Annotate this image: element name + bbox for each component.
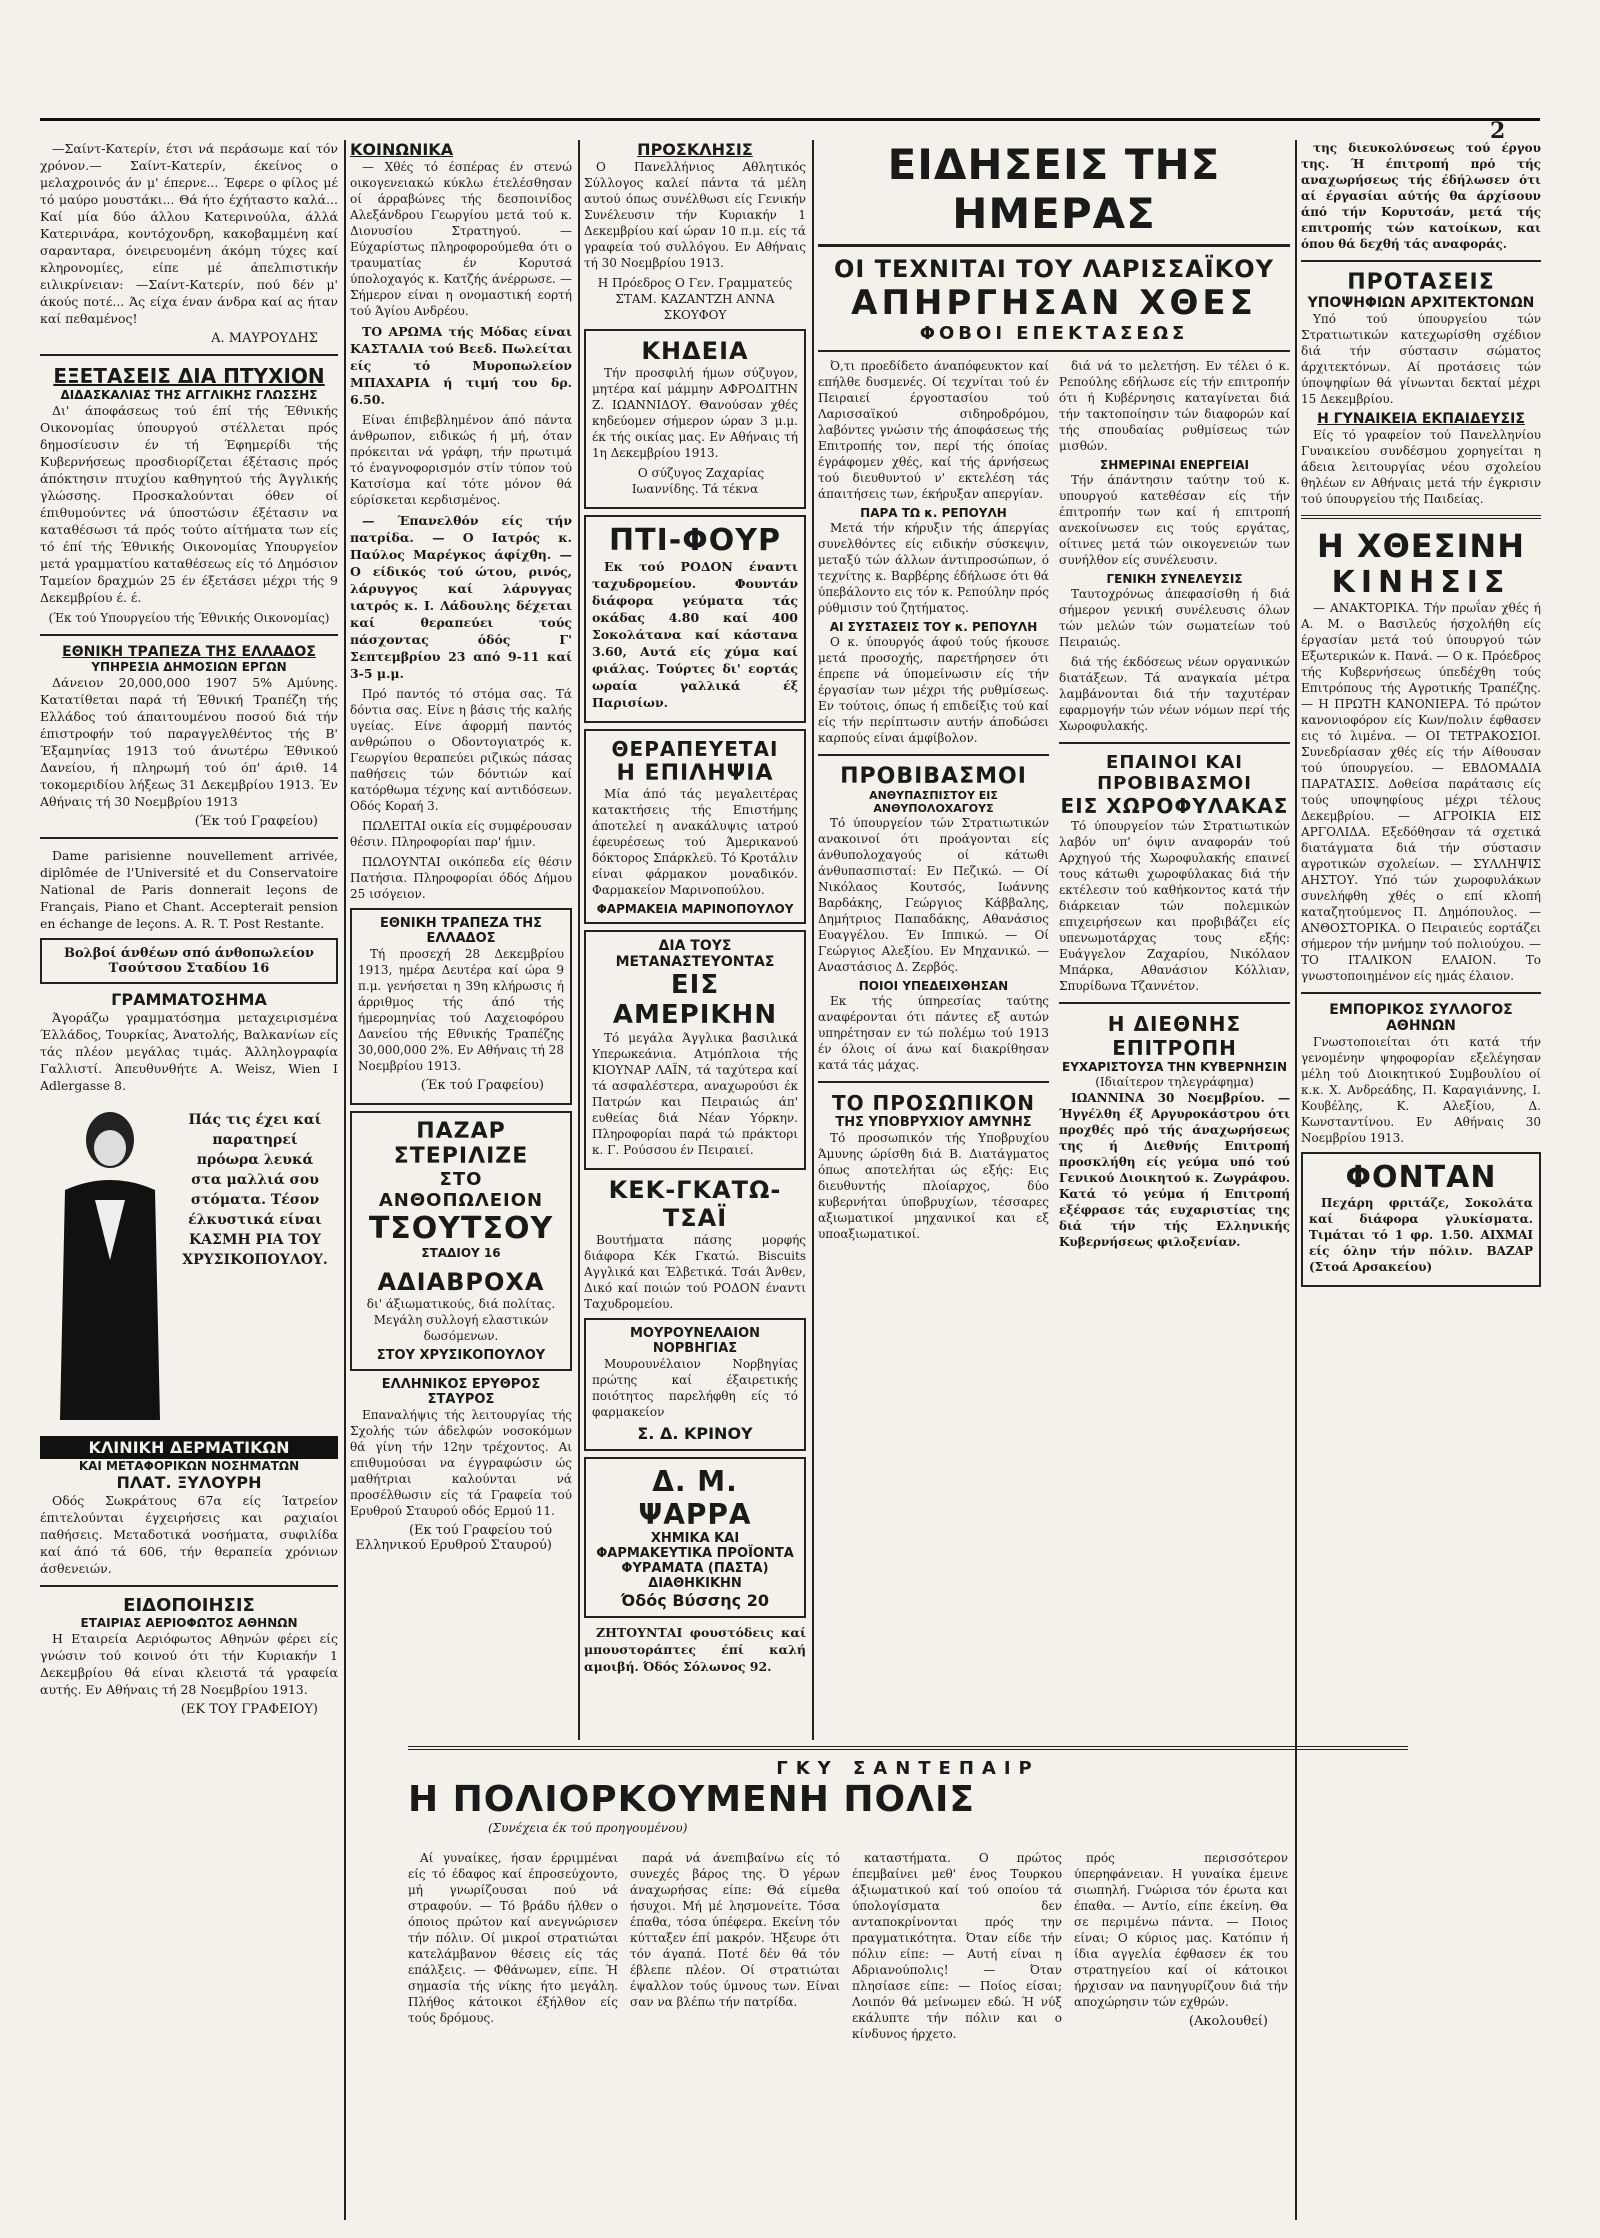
movement-heading: Η ΧΘΕΣΙΝΗ [1317,527,1525,565]
exam-source: (Έκ τού Υπουργείου τής Έθνικής Οικονομίας) [48,611,330,625]
store-name: ΣΤΟΥ ΧΡΥΣΙΚΟΠΟΥΛΟΥ [376,1348,546,1363]
promotions-heading: ΠΡΟΒΙΒΑΣΜΟΙ [840,764,1027,789]
divider [1059,742,1290,744]
serial-column-1 [408,1850,618,2210]
bazaar-line: ΣΤΟ ΑΝΘΟΠΩΛΕΙΟΝ [378,1169,544,1211]
pharmacy-name: ΦΑΡΜΑΚΕΙΑ ΜΑΡΙΝΟΠΟΥΛΟΥ [596,902,794,916]
text-d: Ταυτοχρόνως άπεφασίσθη ή διά σήμερον γενική συνέλευσις όλων τών μελών τών σωματείων τού Πειραιώς. [1059,587,1290,649]
social-heading: ΚΟΙΝΩΝΙΚΑ [350,140,454,159]
divider [1301,992,1541,994]
cake-text: Βουτήματα πάσης μορφής διάφορα Κέκ Γκατώ. Biscuits Αγγλικά και Έλβετικά. Τσάι Άνθεν, Δικό καί ποιών τού ΡΟΔΟΝ έναντι Ταχυδρομείου. [584,1233,806,1311]
funeral-heading: ΚΗΔΕΙΑ [641,337,749,365]
raincoats-text: δι' άξιωματικούς, διά πολίτας. Μεγάλη συλλογή ελαστικών δωσόμενων. [366,1297,556,1343]
gendarmes-subheading: ΕΙΣ ΧΩΡΟΦΥΛΑΚΑΣ [1060,794,1289,818]
movement-subheading: ΚΙΝΗΣΙΣ [1331,565,1511,600]
exam-text: Δι' άποφάσεως τού έπί τής Έθνικής Οικονομίας ύπουργού στέλλεται πρός δημοσίευσιν έν τή Έφημερίδι τής Κυβερνήσεως προσδιορίζεται έξέτασις πρός άπόκτησιν πτυχίου καθηγητού τής Άγγλικής γλώσσης. Προσκαλούνται όθεν οί έπιθυμούντες νά ύποστώσιν έξέτασιν να καταθέσωσι τά πρός τούτο αίτήματα των είς τό έπί τής Έθνικής Οικονομίας Υπουργείον μετά γραμματίου καταθέσεως είς τό Δημόσιον Ταμείον δραχμών 25 έν έξετάσει μέχρι τής 9 Δεκεμβρίου έ. έ. [40,403,338,605]
plots-ad: ΠΩΛΟΥΝΤΑΙ οικόπεδα είς θέσιν Πατήσια. Πληροφορίαι όδός Δήμου 25 ισόγειον. [350,855,572,901]
text-c: Τήν άπάντησιν ταύτην τού κ. υπουργού κατεθέσαν είς τήν έπιτροπήν των καί ή επιτροπή ανεκοίνωσεν εις τούς εργάτας, οίτινες μετά τών οικογενειών των συνήλθον είς συνέλευσιν. [1059,473,1290,567]
divider [818,1081,1049,1083]
commission-continued: της διευκολύνσεως τού έργου της. Ή έπιτροπή πρό τής αναχωρήσεως τής έδήλωσεν ότι αί έργασίαι αύτής θα άρχίσουν άπό τήν Κορυτσάν, μετά τής επιτροπής τών κατοίκων, και όπου θά δεχθή τάς αναφοράς. [1301,141,1541,251]
serial-text-b: παρά νά άνεπιβαίνω είς τό συνεχές βάρος της. Ό γέρων άναχωρήσας είπε: Θά είμεθα ήσυχοι. Μή μέ λησμονείτε. Τόσα έπαθα, τόσα ύπέφερα. Εκείνη τόν κύτταξεν έπί μακρόν. Ήξευρε ότι τόν άγαπά. Ποτέ δέν θά τόν έβλεπε πλέον. Οί στρατιώται έψαλλον τούς ύμνους των. Είναι σαν να βλέπω τήν πατρίδα. [630,1851,840,2009]
bank-source: (Έκ τού Γραφείου) [194,814,318,829]
petit-four-text: Εκ τού ΡΟΔΟΝ έναντι ταχυδρομείου. Φουντάν διάφορα γεύματα τάς οκάδας 4.80 καί 400 Σοκολάτανα καί κάστανα 3.60, Αυτά είς χύμα καί φιάλας. Τούρτες δι' εορτάς ωραία γαλλικά έξ Παρισίων. [592,559,798,710]
column-rule [812,140,814,1740]
bank-text: Δάνειον 20,000,000 1907 5% Αμύνης. Κατατίθεται παρά τή Έθνική Τραπέζη τής Ελλάδος τού άπαιτουμένου ποσού διά τήν έπιστροφήν τού παραγγελθέντος τής Β' Έξαμηνίας 1913 τού άνωτέρω Έθνικού Δανείου, ή πληρωμή τού όπ' άριθ. 14 τοκομεριδίου λήξεως 31 Δεκεμβρίου 1913. Έν Αθήναις τή 30 Νοεμβρίου 1913 [40,675,338,809]
divider [408,1746,1408,1750]
red-cross-text: Επαναλήψις τής λειτουργίας τής Σχολής τών άδελφών νοσοκόμων θά γίνη τήν 12ην τρέχοντος. Αι επιθυμούσαι να έγγραφώσιν ώς μαθήτριαι καλούνται νά προσέλθωσιν είς τά Γραφεία τού Ερυθρού Σταυρού οδός Ερμού 11. [350,1408,572,1518]
clinic-text: Οδός Σωκράτους 67α είς Ίατρείον έπιτελούνται έγχειρήσεις και ραχιαίοι παθήσεις. Μεταδοτικά νοσήματα, συφιλίδα καί άπό τά 606, τήν θεραπεία χρόνιων άσθενειών. [40,1493,338,1576]
red-cross-source: (Εκ τού Γραφείου τού Ελληνικού Ερυθρού Σταυρού) [355,1523,552,1553]
perfume-text: Είναι έπιβεβλημένον άπό πάντα άνθρωπον, ειδικώς ή μή, όταν πρόκειται νά γράφη, τήν πρωτιμά τό έναγνοφορισμόν στίν τύπον τού Κατσίσμα καί τότε μόνον θά εύρίσκεται κερδισμένος. [350,413,572,507]
divider [40,837,338,839]
serial-text-d: πρός περισσότερον ύπερηφάνειαν. Η γυναίκα έμεινε σιωπηλή. Γνώρισα τόν έρωτα και έπαθα. — Αντίο, είπε έκείνη. Θα σε περιμένω πάντα. — Ποιος είναι; Ο κύριος μας. Κατόπιν ή ίδια αγγελία έφθασεν έκ του στρατηγείου καί οί κάτοικοι ήρχισαν να πανηγυρίζουν διά τήν αποχώρησιν τών εχθρών. [1074,1851,1288,2009]
petit-four-ad [584,515,806,723]
bazaar-ad [350,1111,572,1371]
raincoats-title: ΑΔΙΑΒΡΟΧΑ [377,1268,545,1296]
divider [1301,260,1541,262]
serial-text-c: καταστήματα. Ο πρώτος έπεμβαίνει μεθ' ένος Τουρκου άξιωματικού καί τού οποίου τά ύπολογίσματα δεν ανταποκρίνονται πρός την πραγματικότητα. Όταν είδε τήν πόλιν είπε: — Αυτή είναι η Αδριανούπολις! — Όταν πλησίασε είπε: — Ποίος είσαι; Λοιπόν θά μείνωμεν εδώ. Ή νύξ εκάλυπτε τήν πόλιν και ο κίνδυνος ήρχετο. [852,1851,1062,2041]
bazaar-address: ΣΤΑΔΙΟΥ 16 [421,1246,501,1260]
wanted-ad: ΖΗΤΟΥΝΤΑΙ φουστόδεις καί μπουστοράπτες έπί καλή αμοιβή. Όδός Σόλωνος 92. [584,1625,806,1674]
emigrants-ad [584,930,806,1170]
news-columns [818,358,1290,1254]
bulbs-ad: Βολβοί άνθέων σπό άνθοπωλείον Τσούτσου Σταδίου 16 [40,938,338,984]
invitation-heading: ΠΡΟΣΚΛΗΣΙΣ [637,140,753,159]
column-rule [344,140,346,2220]
headline-1: ΟΙ ΤΕΧΝΙΤΑΙ ΤΟΥ ΛΑΡΙΣΣΑΪΚΟΥ [833,255,1275,283]
personnel-text: Τό προσωπικόν τής Υποβρυχίου Άμυνης ώρίσθη διά Β. Διατάγματος όπως αποτελήται ώς εξής: Εις διευθυντής πλοίαρχος, δύο κυβερνήται ύποβρυχίων, τέσσαρες αξιωματικοί μηχανικοί και εξ υποαξιωματικοί. [818,1131,1049,1241]
commission-text: ΙΩΑΝΝΙΝΑ 30 Νοεμβρίου. — Ήγγέλθη έξ Αργυροκάστρου ότι προχθές πρό τής άναχωρήσεως της ή Διεθνής Επιτροπή προσκλήθη είς γεύμα υπό τού Γενικού Διοικητού κ. Ζωγράφου. Κατά τό γεύμα ή Επιτροπή εξέφρασε τάς ευχαριστίας της διά τήν τής Ελληνικής Κυβερνήσεως φιλοξενίαν. [1059,1091,1290,1249]
invitation-signature: Η Πρόεδρος Ο Γεν. Γραμματεύς ΣΤΑΜ. ΚΑΖΑΝΤΖΗ ΑΝΝΑ ΣΚΟΥΦΟΥ [597,276,793,322]
headline-3: ΦΟΒΟΙ ΕΠΕΚΤΑΣΕΩΣ [818,323,1290,352]
page-top-rule [40,118,1540,121]
red-cross-heading: ΕΛΛΗΝΙΚΟΣ ΕΡΥΘΡΟΣ ΣΤΑΥΡΟΣ [381,1377,541,1407]
movement-text: — ΑΝΑΚΤΟΡΙΚΑ. Τήν πρωΐαν χθές ή Α. Μ. ο Βασιλεύς ήσχολήθη είς έργασίαν μετά τού ύπουργού τών Εξωτερικών κ. Πανά. — Ο κ. Πρόεδρος τής Κυβερνήσεως ύπεδέχθη τούς Επιτρόπους τής Αγροτικής Τραπέζης. — Η ΠΡΩΤΗ ΚΑΝΟΝΙΕΡΑ. Τό πρώτον κανονιοφόρον είς Κων/πολιν έφθασεν εις τό λιμένα. — ΟΙ ΤΕΤΡΑΚΟΣΙΟΙ. Συνεδρίασαν χθές είς τήν Αίθουσαν τού ύπουργείου. — ΕΒΔΟΜΑΔΙΑ ΠΑΡΑΤΑΣΙΣ. Δοθείσα παράτασις είς τούς υποψηφίους μέχρι τέλους Δεκεμβρίου. — ΑΓΡΟΙΚΙΑ ΕΙΣ ΑΡΓΟΛΙΔΑ. Εξεδόθησαν τά σχετικά διατάγματα διά τήν σύστασιν αγροτικών σχολείων. — ΣΥΛΛΗΨΙΣ ΑΗΣΤΟΥ. Υπό τών χωροφυλάκων συνελήφθη χθές ο επί κλοπή καταζητούμενος Π. Δημόπουλος. — ΑΝΘΟΣΤΟΡΙΚΑ. Ο Πειραιεύς εορτάζει σήμερον τήν μνήμην τού πολιούχου. — ΤΟ ΙΤΑΛΙΚΟΝ ΕΛΑΙΟΝ. Το γνωστοποιημένον είς ημάς έλαιον. [1301,601,1541,983]
cod-liver-name: Σ. Δ. ΚΡΙΝΟΥ [637,1424,753,1443]
cod-liver-ad [584,1318,806,1451]
news-right-column [1059,358,1290,1254]
subhead-c: ΣΗΜΕΡΙΝΑΙ ΕΝΕΡΓΕΙΑΙ [1100,458,1249,472]
architects-subheading: ΥΠΟΨΗΦΙΩΝ ΑΡΧΙΤΕΚΤΟΝΩΝ [1307,295,1535,311]
bazaar-name: ΤΣΟΥΤΣΟΥ [368,1211,554,1246]
emigrants-text: Τό μεγάλα Άγγλικα βασιλικά Υπερωκεάνια. Ατμόπλοια τής ΚΙΟΥΝΑΡ ΛΑΪΝ, τά ταχύτερα καί τά ασφαλέστερα, αναχωρούσι έκ Πατρών και Πειραιώς άπ' ευθείας διά Νέαν Υόρκην. Πληροφορίαι παρά τώ πράκτορι κ. Γ. Ρούσσου έν Πειραιεί. [592,1031,798,1157]
psarra-ad [584,1457,806,1618]
subhead-a: ΠΑΡΑ ΤΩ κ. ΡΕΠΟΥΛΗ [860,506,1007,520]
funeral-notice [584,329,806,509]
lottery-source: (Έκ τού Γραφείου) [420,1078,544,1093]
serial-text-a: Αί γυναίκες, ήσαν έρριμμέναι είς τό έδαφος καί έπροσεύχοντο, μή γνωρίζουσαι πού νά στραφούν. — Τό βράδυ ήλθεν ο όποιος πρώτον καί ανεγνώρισεν τήν πόλιν. Οί μικροί στρατιώται κατελάμβανον θέσεις είς τάς επάλξεις. — Φθάνωμεν, είπε. Ή σημασία τής νίκης ήτο μεγάλη. Πλήθος κάτοικοι έξήλθον είς τούς δρόμους. [408,1851,618,2025]
women-heading: Η ΓΥΝΑΙΚΕΙΑ ΕΚΠΑΙΔΕΥΣΙΣ [1317,411,1525,427]
personnel-subheading: ΤΗΣ ΥΠΟΒΡΥΧΙΟΥ ΑΜΥΝΗΣ [835,1115,1032,1130]
gendarmes-heading: ΕΠΑΙΝΟΙ ΚΑΙ ΠΡΟΒΙΒΑΣΜΟΙ [1097,752,1252,794]
stamps-heading: ΓΡΑΜΜΑΤΟΣΗΜΑ [111,990,267,1009]
psarra-heading: Δ. Μ. ΨΑΡΡΑ [638,1465,752,1531]
clinic-doctor: ΠΛΑΤ. ΞΥΛΟΥΡΗ [116,1473,262,1492]
clinic-subheading: ΚΑΙ ΜΕΤΑΦΟΡΙΚΩΝ ΝΟΣΗΜΑΤΩΝ [78,1459,300,1473]
house-ad: ΠΩΛΕΙΤΑΙ οικία είς συμφέρουσαν θέσιν. Πληροφορίαι παρ' ήμιν. [350,819,572,849]
lottery-text: Τή προσεχή 28 Δεκεμβρίου 1913, ημέρα Δευτέρα καί ώρα 9 π.μ. γενήσεται η 39η κλήρωσις ή άρριθμος τής άπό τής ήμερομηνίας τού Λαχειοφόρου Δανείου τής Εθνικής Τραπέζης 30,000,000 2%. Εν Αθήναις τή 28 Νοεμβρίου 1913. [358,947,564,1073]
author-signature: Α. ΜΑΥΡΟΥΔΗΣ [211,331,318,346]
serial-header [408,1738,1408,1836]
cod-liver-heading: ΜΟΥΡΟΥΝΕΛΑΙΟΝ ΝΟΡΒΗΓΙΑΣ [629,1326,761,1356]
column-3 [584,140,806,1720]
fondant-ad [1301,1152,1541,1287]
epilepsy-heading: ΘΕΡΑΠΕΥΕΤΑΙ [611,737,779,761]
serial-column-3 [852,1850,1062,2210]
psarra-subheading-2: ΦΥΡΑΜΑΤΑ (ΠΑΣΤΑ) ΔΙΑΘΗΚΙΚΗΝ [621,1561,769,1591]
cosmetics-ad [40,1100,338,1430]
column-rule [578,140,580,1740]
lottery-heading: ΕΘΝΙΚΗ ΤΡΑΠΕΖΑ ΤΗΣ ΕΛΛΑΔΟΣ [380,916,542,946]
petit-four-heading: ΠΤΙ-ΦΟΥΡ [609,523,781,558]
serial-kicker: ΓΚΥ ΣΑΝΤΕΠΑΙΡ [776,1758,1040,1779]
stamps-text: Άγοράζω γραμματόσημα μεταχειρισμένα Έλλάδος, Τουρκίας, Άνατολής, Βαλκανίων είς τάς πλέον μεγάλας τιμάς. Άλληλογραφία Γαλλιστί. Άπευθυνθήτε A. Weisz, Wien I Adlergasse 8. [40,1010,338,1093]
bank-subheading: ΥΠΗΡΕΣΙΑ ΔΗΜΟΣΙΩΝ ΕΡΓΩΝ [91,660,287,674]
emigrants-heading: ΔΙΑ ΤΟΥΣ ΜΕΤΑΝΑΣΤΕΥΟΝΤΑΣ [615,938,775,970]
women-text: Είς τό γραφείον τού Πανελληνίου Γυναικείου συνδέσμου χορηγείται η άδεια λειτουργίας νέου σχολείου θηλέων εν Αθήναις μετά τήν έγκρισιν τού ύπουργείου τής Παιδείας. [1301,428,1541,506]
psarra-address: Όδός Βύσσης 20 [621,1591,769,1610]
emigrants-subheading: ΕΙΣ ΑΜΕΡΙΚΗΝ [612,970,778,1030]
exam-subheading: ΔΙΔΑΣΚΑΛΙΑΣ ΤΗΣ ΑΓΓΛΙΚΗΣ ΓΛΩΣΣΗΣ [60,388,318,402]
promotions-subheading: ΑΝΘΥΠΑΣΠΙΣΤΟΥ ΕΙΣ ΑΝΘΥΠΟΛΟΧΑΓΟΥΣ [869,789,998,815]
commission-heading: Η ΔΙΕΘΝΗΣ ΕΠΙΤΡΟΠΗ [1107,1012,1242,1060]
lead-a: Ό,τι προεδίδετο άναπόφευκτον καί επήλθε δυσμενές. Οί τεχνίται τού έν Πειραιεί έργοστασίου τού Λαρισσαϊκού σιδηροδρόμου, λαβόντες γνώσιν τής άποφάσεως τής Επιτροπής τον, περί τής όποίας έγράφομεν χθές, καί τής άρνήσεως τού διευθυντού ν' εκτελέση τάς άπαιτήσεις των, έκήρυξαν απεργίαν. [818,359,1049,501]
lottery-notice [350,908,572,1105]
divider [818,754,1049,756]
serial-sign: (Ακολουθεί) [1188,2014,1268,2029]
doctor-notes: — Έπανελθόν είς τήν πατρίδα. — Ο Ιατρός κ. Παύλος Μαρέγκος άφίχθη. — Ο είδικός τού ώτου, ρινός, λάρυγγος καί λάρυγγας ιατρός κ. Ι. Λάδουλης δέχεται καί θεραπεύει τούς πάσχοντας όδός Γ' Σεπτεμβρίου 23 από 9-11 καί 3-5 μ.μ. [350,513,572,681]
cosmetics-text: Πάς τις έχει καί παρατηρεί πρόωρα λευκά στα μαλλιά σου στόματα. Τέσον έλκυστικά είναι ΚΑΣΜΗ ΡΙΑ ΤΟΥ ΧΡΥΣΙΚΟΠΟΥΛΟΥ. [182,1112,328,1268]
subhead-b: ΑΙ ΣΥΣΤΑΣΕΙΣ ΤΟΥ κ. ΡΕΠΟΥΛΗ [829,620,1038,634]
text-b: Ο κ. ύπουργός άφού τούς ήκουσε μετά προσοχής, παρετήρησεν ότι έπρεπε νά ύπομείνωσιν είς τήν έργασίαν των μέχρι τής ρυθμίσεως. Εν τούτοις, όπως ή επιδείξις τού καί είς τήν περίπτωσιν αυτήν άποδώσει καρπούς είναι άμφίβολον. [818,635,1049,745]
funeral-signature: Ο σύζυγος Ζαχαρίας Ιωαννίδης. Τά τέκνα [631,466,765,496]
news-title: ΕΙΔΗΣΕΙΣ ΤΗΣ ΗΜΕΡΑΣ [818,140,1290,247]
promotions-text: Τό ύπουργείον τών Στρατιωτικών ανακοινοί ότι προάγονται είς άνθυπολοχαγούς οί κάτωθι άνθυπασπισταί: Εν Πεζικώ. — Οί Νικόλαος Κουτσός, Ιωάννης Βαρδάκης, Γεώργιος Κάββαλης, Δημήτριος Παπαδάκης, Αθανάσιος Ευαγγέλου. Έν Ιππικώ. — Οί Γεώργιος Αλεξίου. Εν Μηχανικώ. — Αναστάσιος Δ. Ζερβός. [818,816,1049,974]
epilepsy-subheading: Η ΕΠΙΛΗΨΙΑ [616,761,774,786]
text-a: Μετά τήν κήρυξιν τής άπεργίας συνελθόντες είς ειδικήν σύσκεψιν, μεταξύ τών άλλων άντιπροσώπων, ό τεχνίτης κ. Βαρβέρης έδήλωσε ότι θά ύπεβάλοντο εις τόν κ. Ρεπούλην πρός ρύθμισιν τού ζητήματος. [818,521,1049,615]
dental-ad: Πρό παντός τό στόμα σας. Τά δόντια σας. Είνε η βάσις τής καλής υγείας. Είνε άφορμή παντός ανθρώπου ο Οδοντογιατρός κ. Γεωργίου θεραπεύει ριζικώς πάσας παθήσεις τών δόντιών καί κατόρθωμα τέχνης καί αντιδόσεων. Οδός Κοραή 3. [350,687,572,813]
fondant-heading: ΦΟΝΤΑΝ [1345,1160,1497,1195]
cod-liver-text: Μουρουνέλαιον Νορβηγίας πρώτης καί έξαιρετικής ποιότητος παρελήφθη είς τό φαρμακείον [592,1357,798,1419]
right-text-b: διά τής έκδόσεως νέων οργανικών διατάξεων. Τά αναγκαία μέτρα λαμβάνονται διά τήν ταχυτέραν εφαρμογήν τών νέων νόμων περί τής Χωροφυλακής. [1059,655,1290,733]
trade-heading: ΕΜΠΟΡΙΚΟΣ ΣΥΛΛΟΓΟΣ ΑΘΗΝΩΝ [1329,1002,1513,1034]
gendarmes-text: Τό ύπουργείον τών Στρατιωτικών λαβόν υπ' όψιν αναφοράν τού Αρχηγού τής Χωροφυλακής επαινεί τους κάτωθι χωροφύλακας διά τήν εκτέλεσιν τού καθήκοντος κατά τήν διάρκειαν τών πολεμικών επιχειρήσεων και προβιβάζει είς υπενωμοτάρχας τους εξής: Ευάγγελον Ζαχαρίου, Νικόλαον Μπάρκα, Αθανάσιον Κόλλιαν, Σπυρίδωνα Τζαννέτον. [1059,819,1290,993]
architects-heading: ΠΡΟΤΑΣΕΙΣ [1347,270,1495,295]
cake-heading: ΚΕΚ-ΓΚΑΤΩ-ΤΣΑΪ [608,1176,782,1232]
serial-continuation: (Συνέχεια έκ τού προηγουμένου) [488,1821,688,1835]
man-illustration [40,1100,170,1430]
divider [40,354,338,356]
divider [1301,515,1541,519]
fondant-text: Πεχάρη φριτάζε, Σοκολάτα καί διάφορα γλυκίσματα. Τιμάται τό 1 φρ. 1.50. ΑΙΧΜΑΙ είς όλην τήν πόλιν. ΒΑΖΑΡ (Στοά Αρσακείου) [1309,1196,1533,1274]
promotions-subheading-2: ΠΟΙΟΙ ΥΠΕΔΕΙΧΘΗΣΑΝ [858,979,1009,993]
epilepsy-text: Μία άπό τάς μεγαλειτέρας κατακτήσεις τής Επιστήμης άποτελεί η ανακάλυψις ιατρού έφευρέσεως τού Άμερικανού δόκτορος Σπάρκλεϋ. Τό Κροτάλιν είναι φάρμακον μοναδικόν. Φαρμακείον Μαρινοπούλου. [592,787,798,897]
clinic-heading: ΚΛΙΝΙΚΗ ΔΕΡΜΑΤΙΚΩΝ [40,1436,338,1459]
column-rule [1295,140,1297,2220]
invitation-text: Ο Πανελλήνιος Αθλητικός Σύλλογος καλεί πάντα τά μέλη αυτού όπως συνέλθωσι είς Γενικήν Συνέλευσιν τήν Κυριακήν 1 Δεκεμβρίου καί ώραν 10 π.μ. είς τά γραφεία τού συλλόγου. Εν Αθήναις τή 30 Νοεμβρίου 1913. [584,160,806,270]
serial-title: Η ΠΟΛΙΟΡΚΟΥΜΕΝΗ ΠΟΛΙΣ [408,1779,975,1820]
social-text: — Χθές τό έσπέρας έν στενώ οικογενειακώ κύκλω έτελέσθησαν οί άρραβώνες τής δεσποινίδος Αλεξάνδρου Γεωργίου μετά τού κ. Διονυσίου Στρατηγού. — Εύχαρίστως πληροφορούμεθα ότι ο τραυματίας έν Κορυτσά ύπολοχαγός κ. Κατζής άνέρρωσε. — Σήμερον είναι η ονομαστική εορτή τού Άγίου Ανδρέου. [350,160,572,318]
commission-kind: (Ιδιαίτερον τηλεγράφημα) [1095,1075,1254,1089]
divider [40,634,338,636]
serial-column-2 [630,1850,840,2210]
page-number: 2 [1490,118,1506,144]
serial-column-4 [1074,1850,1288,2210]
gas-subheading: ΕΤΑΙΡΙΑΣ ΑΕΡΙΟΦΩΤΟΣ ΑΘΗΝΩΝ [80,1616,298,1630]
subhead-d: ΓΕΝΙΚΗ ΣΥΝΕΛΕΥΣΙΣ [1106,572,1243,586]
exam-heading: ΕΞΕΤΑΣΕΙΣ ΔΙΑ ΠΤΥΧΙΟΝ [53,364,325,388]
news-of-the-day [818,140,1290,1720]
gas-source: (ΕΚ ΤΟΥ ΓΡΑΦΕΙΟΥ) [180,1702,318,1717]
column-1 [40,140,338,2210]
architects-text: Υπό τού ύπουργείου τών Στρατιωτικών κατεχωρίσθη σχέδιον διά τήν σύστασιν σώματος άρχιτεκτόνων. Αί προτάσεις τών ύποψηφίων θά γίνωνται δεκταί μέχρι 15 Δεκεμβρίου. [1301,312,1541,406]
funeral-text: Τήν προσφιλή ήμων σύζυγον, μητέρα καί μάμμην ΑΦΡΟΔΙΤΗΝ Ζ. ΙΩΑΝΝΙΔΟΥ. Θανούσαν χθές κηδεύομεν σήμερον ώραν 3 μ.μ. έκ τής οικίας μας. Εν Αθήναις τή 1η Δεκεμβρίου 1913. [592,366,798,460]
trade-text: Γνωστοποιείται ότι κατά τήν γενομένην ψηφοφορίαν εξελέγησαν μέλη τού Διοικητικού Συμβουλίου οί κ.κ. Χ. Ανδρεάδης, Π. Καραγιάννης, Ι. Κουβέλης, Κ. Αλεξίου, Δ. Κωνσταντίνου. Εν Αθήναις 30 Νοεμβρίου 1913. [1301,1035,1541,1145]
epilepsy-ad [584,729,806,924]
commission-subheading: ΕΥΧΑΡΙΣΤΟΥΣΑ ΤΗΝ ΚΥΒΕΡΝΗΣΙΝ [1062,1060,1287,1074]
promotions-text-2: Εκ τής ύπηρεσίας ταύτης αναφέρονται ότι πάντες εξ αυτών υπηρέτησαν εν τώ πολέμω τού 1913 έν όλοις οί άνω καί διακρίθησαν κατά τάς μάχας. [818,994,1049,1072]
bazaar-title: ΠΑΖΑΡ ΣΤΕΡΙΛΙΖΕ [393,1119,529,1169]
headline-2: ΑΠΗΡΓΗΣΑΝ ΧΘΕΣ [851,283,1257,323]
personnel-heading: ΤΟ ΠΡΟΣΩΠΙΚΟΝ [831,1091,1036,1115]
perfume-ad: ΤΟ ΑΡΩΜΑ τής Μόδας είναι ΚΑΣΤΑΛΙΑ τού Βεεδ. Πωλείται είς τό Μυροπωλείον ΜΠΑΧΑΡΙΑ ή τιμή του δρ. 6.50. [350,324,572,407]
divider [1059,1002,1290,1004]
column-2 [350,140,572,1720]
news-left-column [818,358,1049,1254]
gas-heading: ΕΙΔΟΠΟΙΗΣΙΣ [123,1595,255,1616]
french-ad: Dame parisienne nouvellement arrivée, diplômée de l'Université et du Conservatoire National de Paris donnerait leçons de Français, Piano et Chant. Accepterait pension en échange de leçons. A. R. T. Post Restante. [40,848,338,931]
column-6 [1301,140,1541,2210]
lead-b: διά νά το μελετήση. Εν τέλει ό κ. Ρεπούλης εδήλωσε είς τήν επιτροπήν ότι ή Κυβέρνησις καταγίνεται διά τήν τακτοποίησιν τών διαφορών καί τής σπουδαίας ρυθμίσεως τών μισθών. [1059,359,1290,453]
psarra-subheading: ΧΗΜΙΚΑ ΚΑΙ ΦΑΡΜΑΚΕΥΤΙΚΑ ΠΡΟΪΟΝΤΑ [596,1531,794,1561]
dialogue-text: —Σαίντ-Κατερίν, έτσι νά περάσωμε καί τόν χρόνον.— Σαίντ-Κατερίν, έκείνος ο μελαχροινός άν μ' έπερνε... Έφερε ο φίλος μέ τό μαύρο μουστάκι... Θά ήτο έχήταστο καλά... Καί μία δύο άλλου Κατερινούλα, άλλά Κατερινάρα, κοντόχονδρη, κακοβαμμένη καί σαρανταρα, όνειρευομένη άκόμη τύχες καί κληρονομίες, είπε μέ άπελπιστικήν ειλικρίνειαν: —Σαίντ-Κατερίν, πού δέν μ' άκούς ποτέ... Άς είχα έναν άνδρα καί ας ήταν καί πεθαμένος! [40,141,338,326]
gas-text: Η Εταιρεία Αεριόφωτος Αθηνών φέρει είς γνώσιν τού κοινού ότι τήν Κυριακήν 1 Δεκεμβρίου θά είναι κλειστά τά γραφεία αυτής. Εν Αθήναις τή 28 Νοεμβρίου 1913. [40,1631,338,1697]
divider [40,1585,338,1587]
bank-heading: ΕΘΝΙΚΗ ΤΡΑΠΕΖΑ ΤΗΣ ΕΛΛΑΔΟΣ [62,644,316,660]
